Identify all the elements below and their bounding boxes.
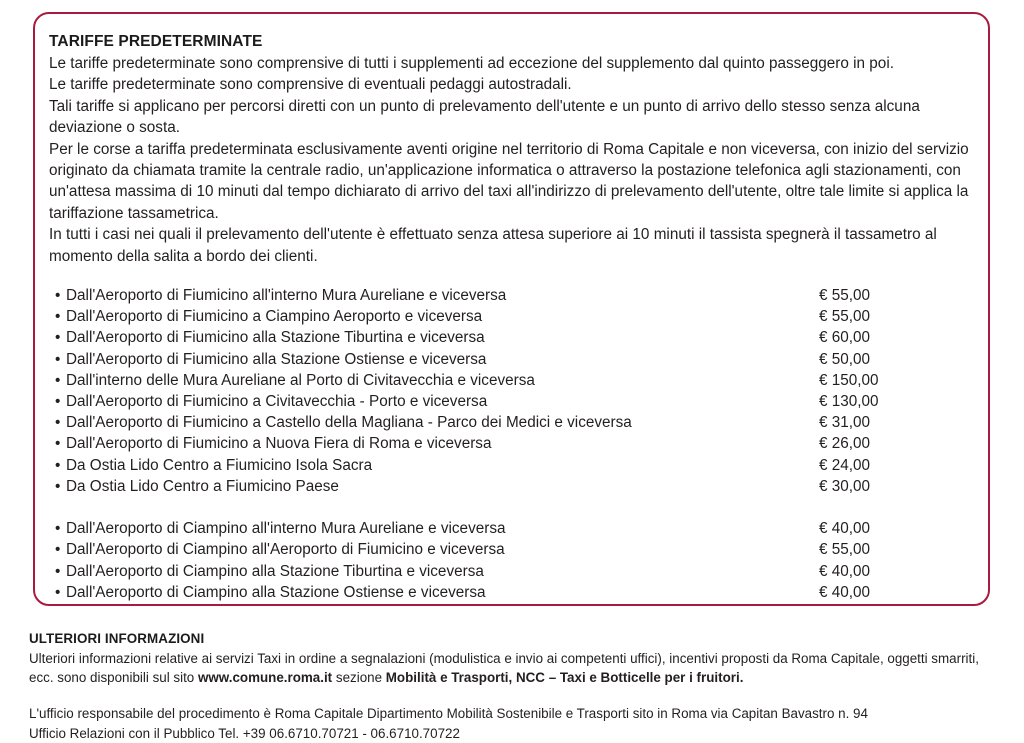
table-row	[49, 306, 970, 327]
table-row	[49, 349, 970, 370]
info-section-title: ULTERIORI INFORMAZIONI	[29, 631, 205, 646]
fare-route	[49, 391, 815, 412]
table-row	[49, 539, 970, 560]
table-row	[49, 455, 970, 476]
bullet-icon: •	[55, 371, 61, 389]
table-row	[49, 412, 970, 433]
table-row	[49, 518, 970, 539]
bullet-icon: •	[55, 520, 61, 538]
info-website: www.comune.roma.it	[197, 670, 333, 686]
fare-route-label: Dall'Aeroporto di Fiumicino a Ciampino Aeroporto e viceversa	[66, 308, 483, 326]
fare-route	[49, 285, 815, 306]
bullet-icon: •	[55, 393, 61, 411]
intro-line-4: Per le corse a tariffa predeterminata esclusivamente aventi origine nel territorio di Roma Capitale e non viceversa, con inizio del servizio originato da chiamata tramite la centrale radio, un'applicazione informatica o attraverso la postazione telefonica agli stazionamenti, con un'attesa massima di 10 minuti dal tempo dichiarato di arrivo del taxi all'indirizzo di prelevamento dell'utente, oltre tale limite si applica la tariffazione tassametrica.	[49, 140, 969, 222]
fare-route	[49, 412, 815, 433]
fare-price: € 55,00	[819, 308, 871, 326]
bullet-icon: •	[55, 308, 61, 326]
page-title: TARIFFE PREDETERMINATE	[49, 33, 263, 50]
fare-price: € 40,00	[819, 520, 871, 538]
fare-price: € 50,00	[819, 350, 871, 368]
fare-panel-content	[35, 14, 988, 603]
info-section-reference: Mobilità e Trasporti, NCC – Taxi e Botticelle per i fruitori.	[385, 670, 744, 686]
fare-route-label: Da Ostia Lido Centro a Fiumicino Paese	[66, 477, 339, 495]
bullet-icon: •	[55, 414, 61, 432]
fare-route	[49, 582, 815, 603]
table-row	[49, 327, 970, 348]
fare-price: € 55,00	[819, 287, 871, 305]
fare-price: € 55,00	[819, 541, 871, 559]
table-row	[49, 582, 970, 603]
intro-line-5: In tutti i casi nei quali il prelevamento dell'utente è effettuato senza attesa superiore ai 10 minuti il tassista spegnerà il tassametro al momento della salita a bordo dei clienti.	[49, 226, 937, 265]
fare-route	[49, 476, 815, 497]
bullet-icon: •	[55, 287, 61, 305]
intro-line-2: Le tariffe predeterminate sono comprensive di eventuali pedaggi autostradali.	[49, 76, 572, 94]
table-row	[49, 476, 970, 497]
office-line-1: L'ufficio responsabile del procedimento è Roma Capitale Dipartimento Mobilità Sostenibile e Trasporti sito in Roma via Capitan Bavastro n. 94	[29, 706, 868, 722]
info-text-part-2: sezione	[332, 670, 386, 686]
fare-route	[49, 433, 815, 454]
fare-price: € 30,00	[819, 477, 871, 495]
fare-route-label: Dall'Aeroporto di Ciampino alla Stazione Tiburtina e viceversa	[66, 562, 484, 580]
fare-price: € 40,00	[819, 562, 871, 580]
fare-table-fiumicino	[49, 285, 970, 497]
bullet-icon: •	[55, 541, 61, 559]
fare-price: € 60,00	[819, 329, 871, 347]
fare-table-ciampino	[49, 518, 970, 603]
info-text-part-1: Ulteriori informazioni relative ai servizi Taxi in ordine a segnalazioni (modulistica e invio ai competenti uffici), incentivi proposti da Roma Capitale, oggetti smarriti, ecc. sono disponibili sul sito	[29, 651, 979, 686]
fare-price: € 150,00	[819, 371, 879, 389]
fare-price: € 24,00	[819, 456, 871, 474]
bullet-icon: •	[55, 435, 61, 453]
fare-route-label: Dall'Aeroporto di Ciampino all'Aeroporto di Fiumicino e viceversa	[66, 541, 505, 559]
bullet-icon: •	[55, 329, 61, 347]
fare-route-label: Dall'Aeroporto di Fiumicino all'interno Mura Aureliane e viceversa	[66, 287, 507, 305]
fare-route	[49, 455, 815, 476]
intro-line-3: Tali tariffe si applicano per percorsi diretti con un punto di prelevamento dell'utente e un punto di arrivo dello stesso senza alcuna deviazione o sosta.	[49, 97, 920, 137]
fare-route-label: Dall'Aeroporto di Fiumicino a Civitavecchia - Porto e viceversa	[66, 393, 488, 411]
table-row	[49, 391, 970, 412]
fare-route	[49, 370, 815, 391]
fare-route	[49, 539, 815, 560]
fare-route-label: Dall'Aeroporto di Fiumicino alla Stazione Ostiense e viceversa	[66, 350, 487, 368]
fare-route-label: Dall'Aeroporto di Ciampino all'interno Mura Aureliane e viceversa	[66, 520, 506, 538]
fare-route	[49, 306, 815, 327]
additional-information-section	[29, 630, 989, 743]
fare-price: € 31,00	[819, 414, 871, 432]
bullet-icon: •	[55, 456, 61, 474]
intro-line-1: Le tariffe predeterminate sono comprensive di tutti i supplementi ad eccezione del supplemento dal quinto passeggero in poi.	[49, 55, 894, 72]
fare-route-label: Dall'Aeroporto di Fiumicino a Castello della Magliana - Parco dei Medici e viceversa	[66, 414, 632, 432]
fare-route-label: Dall'Aeroporto di Fiumicino a Nuova Fiera di Roma e viceversa	[66, 435, 492, 453]
fare-route-label: Da Ostia Lido Centro a Fiumicino Isola Sacra	[66, 456, 373, 474]
fare-panel	[33, 12, 990, 606]
table-row	[49, 370, 970, 391]
bullet-icon: •	[55, 477, 61, 495]
bullet-icon: •	[55, 583, 61, 601]
fare-route	[49, 327, 815, 348]
fare-route	[49, 561, 815, 582]
intro-paragraphs	[49, 53, 970, 267]
fare-route-label: Dall'Aeroporto di Fiumicino alla Stazione Tiburtina e viceversa	[66, 329, 485, 347]
info-paragraph	[29, 649, 989, 687]
fare-route-label: Dall'Aeroporto di Ciampino alla Stazione Ostiense e viceversa	[66, 583, 486, 601]
table-row	[49, 561, 970, 582]
bullet-icon: •	[55, 350, 61, 368]
bullet-icon: •	[55, 562, 61, 580]
table-row	[49, 433, 970, 454]
fare-route-label: Dall'interno delle Mura Aureliane al Porto di Civitavecchia e viceversa	[66, 371, 535, 389]
fare-price: € 26,00	[819, 435, 871, 453]
office-line-2: Ufficio Relazioni con il Pubblico Tel. +39 06.6710.70721 - 06.6710.70722	[29, 725, 460, 741]
fare-price: € 40,00	[819, 583, 871, 601]
fare-price: € 130,00	[819, 393, 879, 411]
fare-route	[49, 518, 815, 539]
table-row	[49, 285, 970, 306]
fare-route	[49, 349, 815, 370]
